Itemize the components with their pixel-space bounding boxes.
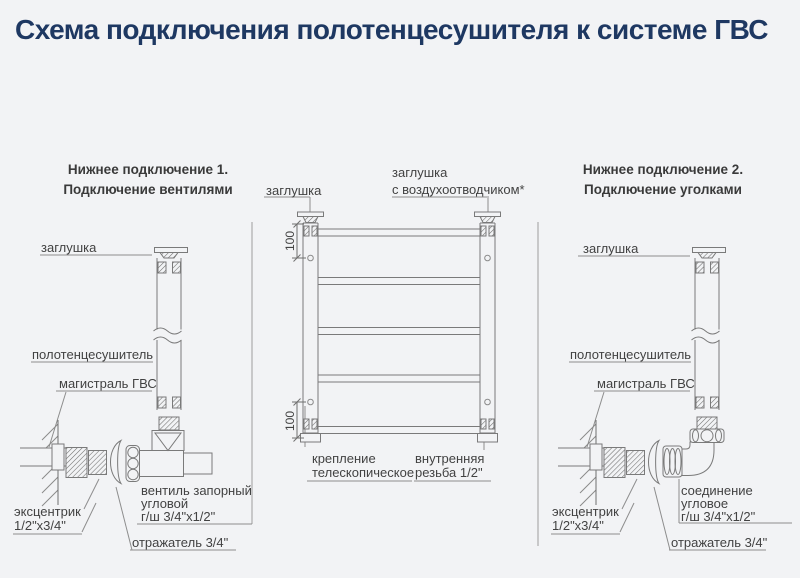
center-diagram	[264, 197, 501, 481]
label-right-gvs-main: магистраль ГВС	[597, 376, 695, 391]
label-right-eccentric-line1: эксцентрик	[552, 504, 619, 519]
dimension-top-value: 100	[283, 230, 297, 252]
label-right-elbow-line1: соединение	[681, 483, 753, 498]
right-plug-cap	[693, 248, 726, 253]
label-left-gvs-main: магистраль ГВС	[59, 376, 157, 391]
left-valve-body	[140, 451, 184, 477]
right-eccentric-thread-2	[627, 451, 645, 475]
label-right-elbow-line3: г/ш 3/4"х1/2"	[681, 509, 756, 524]
label-center-plug: заглушка	[266, 183, 322, 198]
left-plug-cap	[155, 248, 188, 253]
right-elbow-stem-thread	[697, 417, 717, 429]
label-thread-line1: внутренняя	[415, 451, 485, 466]
ladder-feet	[301, 434, 498, 443]
label-left-eccentric-line1: эксцентрик	[14, 504, 81, 519]
label-center-airvent-line2: с воздухоотводчиком*	[392, 182, 525, 197]
label-left-valve-line1: вентиль запорный	[141, 483, 252, 498]
label-center-airvent-line1: заглушка	[392, 165, 448, 180]
left-wall-socket	[52, 444, 64, 470]
label-right-eccentric-line2: 1/2"х3/4"	[552, 518, 604, 533]
label-mount-line2: телескопическое	[312, 465, 415, 480]
label-mount-line1: крепление	[312, 451, 376, 466]
label-left-plug: заглушка	[41, 240, 97, 255]
right-heading-line2: Подключение уголками	[584, 182, 742, 197]
label-thread-line2: резьба 1/2"	[415, 465, 483, 480]
right-towel-pipe	[692, 248, 726, 411]
label-right-towel-dryer: полотенцесушитель	[570, 347, 692, 362]
label-left-towel-dryer: полотенцесушитель	[32, 347, 154, 362]
left-pipe-thread	[158, 262, 166, 273]
label-right-elbow-line2: угловое	[681, 496, 729, 511]
ladder-plugs	[298, 212, 501, 223]
label-left-reflector: отражатель 3/4"	[132, 535, 229, 550]
left-section-heading	[29, 160, 267, 200]
left-eccentric-thread-2	[89, 451, 107, 475]
ladder-crossbars	[318, 229, 480, 434]
right-plug-taper	[698, 253, 716, 259]
label-left-eccentric-line2: 1/2"х3/4"	[14, 518, 66, 533]
left-towel-pipe	[154, 248, 188, 411]
left-valve	[126, 417, 212, 482]
label-right-plug: заглушка	[583, 241, 639, 256]
left-reflector-dome	[111, 441, 122, 484]
right-section-heading	[544, 160, 782, 200]
right-wall-socket	[590, 444, 602, 470]
left-valve-stem-thread	[159, 417, 179, 430]
left-valve-outlet	[184, 453, 213, 474]
label-right-reflector: отражатель 3/4"	[671, 535, 768, 550]
right-elbow	[663, 417, 724, 477]
right-reflector-dome	[649, 441, 660, 484]
right-elbow-body	[682, 442, 714, 476]
dimension-bottom-value: 100	[283, 410, 297, 432]
right-elbow-nut-vertical	[690, 429, 724, 443]
left-heading-line2: Подключение вентилями	[63, 182, 233, 197]
page-title: Схема подключения полотенцесушителя к системе ГВС	[15, 14, 768, 45]
right-pipe-thread	[696, 262, 704, 273]
left-eccentric-thread-1	[66, 448, 87, 478]
label-left-valve-line2: угловой	[141, 496, 189, 511]
label-left-valve-line3: г/ш 3/4"х1/2"	[141, 509, 216, 524]
right-eccentric-thread-1	[604, 448, 625, 478]
left-heading-line1: Нижнее подключение 1.	[67, 162, 229, 177]
right-heading-line1: Нижнее подключение 2.	[582, 162, 744, 177]
left-plug-taper	[160, 253, 178, 259]
